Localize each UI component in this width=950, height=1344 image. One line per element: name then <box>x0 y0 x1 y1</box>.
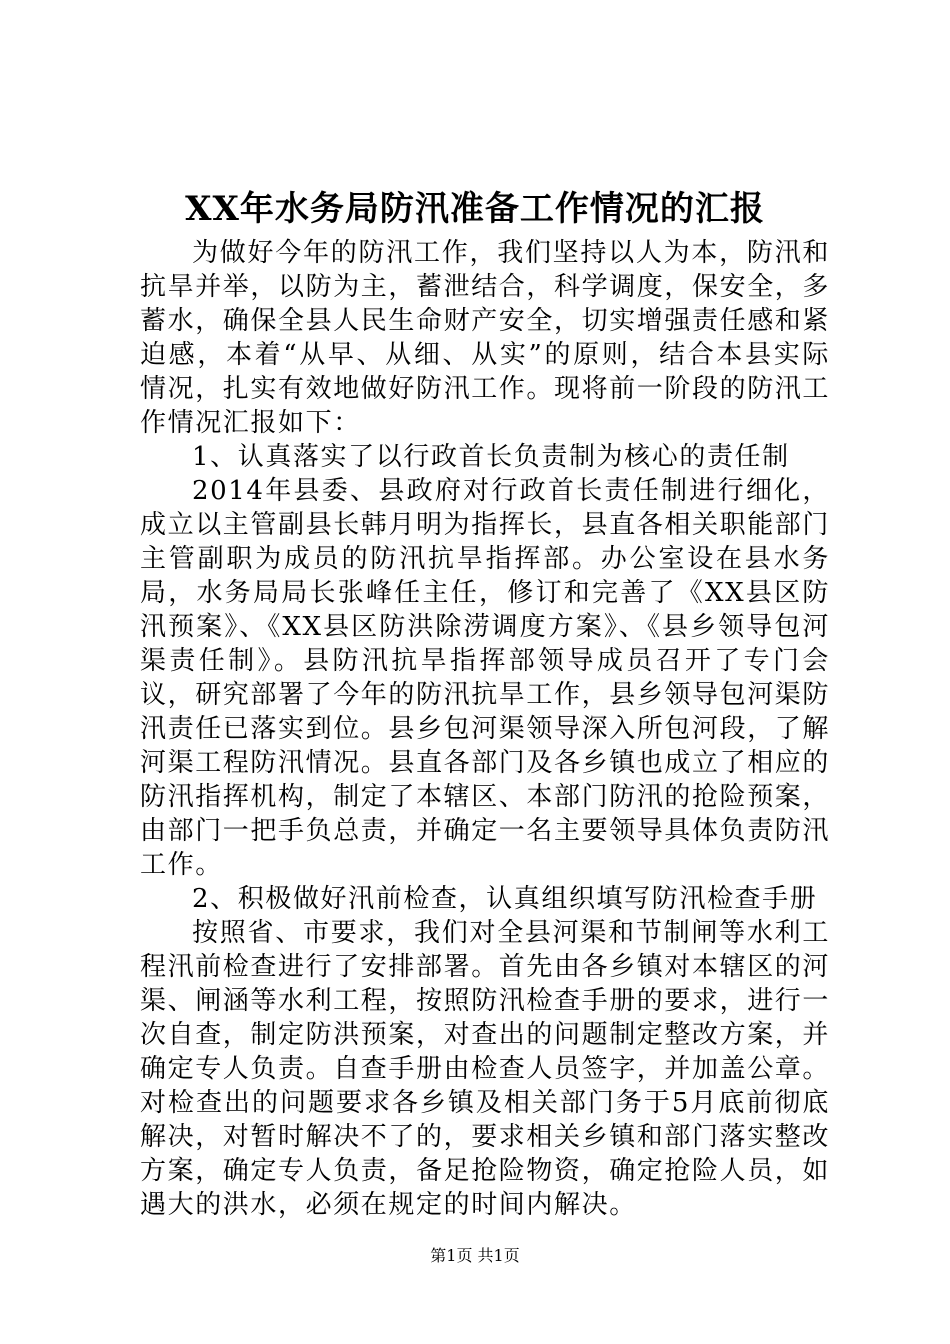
section-heading-2: 2、积极做好汛前检查，认真组织填写防汛检查手册 <box>192 884 818 914</box>
document-title: XX年水务局防汛准备工作情况的汇报 <box>185 189 765 229</box>
section-1-paragraph: 2014年县委、县政府对行政首长责任制进行细化，成立以主管副县长韩月明为指挥长，县直各相关职能部门主管副职为成员的防汛抗旱指挥部。办公室设在县水务局，水务局局长张峰任主任，修订和完善了《XX县区防汛预案》、《XX县区防洪除涝调度方案》、《县乡领导包河渠责任制》。县防汛抗旱指挥部领导成员召开了专门会议，研究部署了今年的防汛抗旱工作，县乡领导包河渠防汛责任已落实到位。县乡包河渠领导深入所包河段，了解河渠工程防汛情况。县直各部门及各乡镇也成立了相应的防汛指挥机构，制定了本辖区、本部门防汛的抢险预案，由部门一把手负总责，并确定一名主要领导具体负责防汛工作。 <box>140 476 831 880</box>
section-2-paragraph: 按照省、市要求，我们对全县河渠和节制闸等水利工程汛前检查进行了安排部署。首先由各乡镇对本辖区的河渠、闸涵等水利工程，按照防汛检查手册的要求，进行一次自查，制定防洪预案，对查出的问题制定整改方案，并确定专人负责。自查手册由检查人员签字，并加盖公章。对检查出的问题要求各乡镇及相关部门务于5月底前彻底解决，对暂时解决不了的，要求相关乡镇和部门落实整改方案，确定专人负责，备足抢险物资，确定抢险人员，如遇大的洪水，必须在规定的时间内解决。 <box>140 918 831 1220</box>
page-footer: 第1页 共1页 <box>430 1246 520 1265</box>
intro-paragraph: 为做好今年的防汛工作，我们坚持以人为本，防汛和抗旱并举，以防为主，蓄泄结合，科学调度，保安全，多蓄水，确保全县人民生命财产安全，切实增强责任感和紧迫感，本着“从早、从细、从实”的原则，结合本县实际情况，扎实有效地做好防汛工作。现将前一阶段的防汛工作情况汇报如下： <box>140 238 831 438</box>
section-heading-1: 1、认真落实了以行政首长负责制为核心的责任制 <box>192 442 790 472</box>
document-body <box>140 236 830 1222</box>
